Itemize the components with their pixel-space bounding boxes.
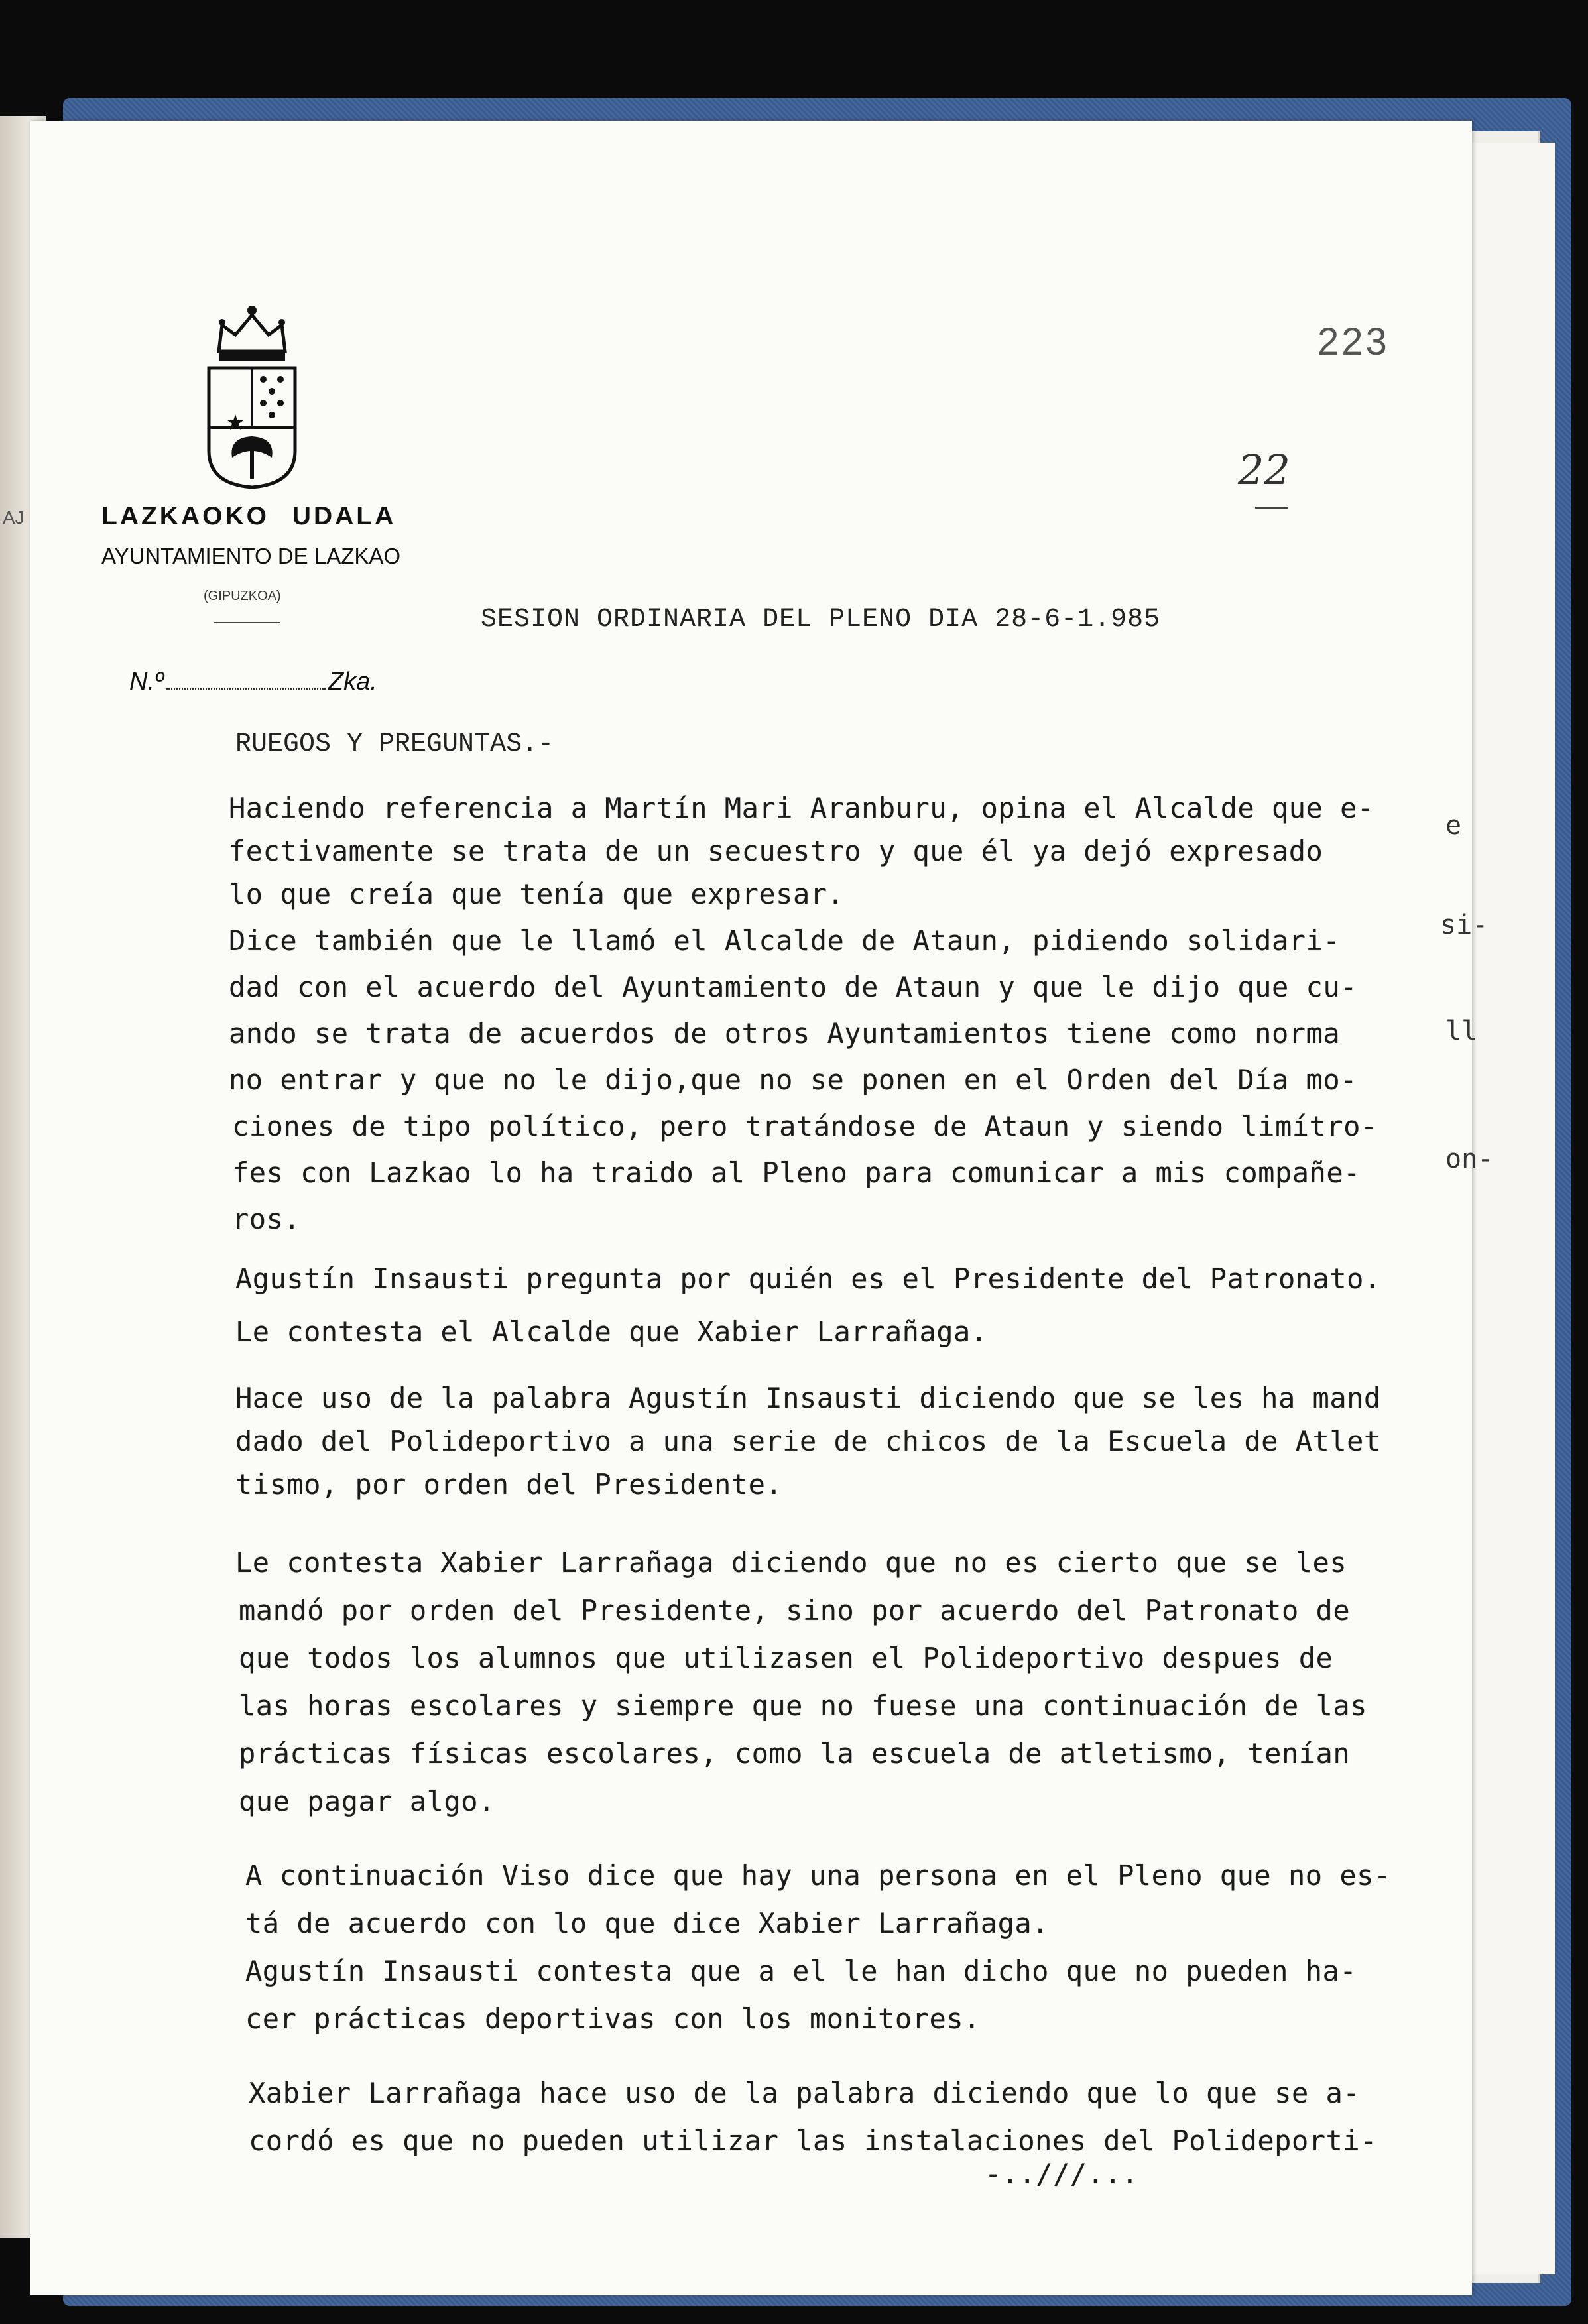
handwritten-underline xyxy=(1255,507,1288,509)
body-line: Agustín Insausti pregunta por quién es el Presidente del Patronato. xyxy=(235,1262,1381,1295)
body-line: ando se trata de acuerdos de otros Ayuntamientos tiene como norma xyxy=(229,1017,1341,1050)
margin-fragment: ll xyxy=(1445,1016,1478,1046)
body-line: ciones de tipo político, pero tratándose de Ataun y siendo limítro- xyxy=(232,1110,1378,1142)
dotted-line xyxy=(166,684,326,690)
body-line: tá de acuerdo con lo que dice Xabier Larrañaga. xyxy=(245,1907,1049,1939)
continuation-mark: -..///... xyxy=(985,2158,1139,2190)
margin-fragment: si- xyxy=(1440,910,1489,940)
org-province: (GIPUZKOA) xyxy=(204,589,281,603)
body-line: Le contesta el Alcalde que Xabier Larrañaga. xyxy=(235,1315,988,1348)
body-line: prácticas físicas escolares, como la escuela de atletismo, tenían xyxy=(239,1737,1351,1770)
margin-fragment: e xyxy=(1445,810,1462,841)
body-line: Hace uso de la palabra Agustín Insausti diciendo que se les ha mand xyxy=(235,1382,1381,1414)
body-line: dad con el acuerdo del Ayuntamiento de Ataun y que le dijo que cu- xyxy=(229,971,1357,1003)
section-heading: RUEGOS Y PREGUNTAS.- xyxy=(235,729,554,759)
body-line: fectivamente se trata de un secuestro y que él ya dejó expresado xyxy=(229,835,1323,867)
body-line: lo que creía que tenía que expresar. xyxy=(229,878,845,910)
body-line: ros. xyxy=(232,1203,301,1235)
body-line: no entrar y que no le dijo,que no se ponen en el Orden del Día mo- xyxy=(229,1064,1357,1096)
body-line: Haciendo referencia a Martín Mari Aranburu, opina el Alcalde que e- xyxy=(229,792,1374,824)
org-subtitle: AYUNTAMIENTO DE LAZKAO xyxy=(101,544,401,568)
left-page-fragment: AJ xyxy=(3,507,25,528)
number-prefix: N.º xyxy=(129,668,164,696)
body-line: Agustín Insausti contesta que a el le han dicho que no pueden ha- xyxy=(245,1955,1357,1987)
body-line: que todos los alumnos que utilizasen el Polideportivo despues de xyxy=(239,1642,1333,1674)
body-line: mandó por orden del Presidente, sino por acuerdo del Patronato de xyxy=(239,1594,1351,1626)
handwritten-number: 22 xyxy=(1238,446,1290,494)
document-title: SESION ORDINARIA DEL PLENO DIA 28-6-1.985 xyxy=(481,605,1161,635)
body-line: las horas escolares y siempre que no fuese una continuación de las xyxy=(239,1689,1367,1722)
org-name: LAZKAOKO UDALA xyxy=(101,502,397,530)
body-line: fes con Lazkao lo ha traido al Pleno para comunicar a mis compañe- xyxy=(232,1156,1361,1189)
coat-of-arms-icon xyxy=(202,298,302,491)
reference-number-field xyxy=(129,668,377,696)
margin-fragment: on- xyxy=(1445,1144,1494,1174)
body-line: tismo, por orden del Presidente. xyxy=(235,1468,783,1500)
body-line: Le contesta Xabier Larrañaga diciendo que no es cierto que se les xyxy=(235,1546,1347,1579)
page-number: 223 xyxy=(1317,320,1390,363)
body-line: A continuación Viso dice que hay una persona en el Pleno que no es- xyxy=(245,1859,1391,1892)
body-line: que pagar algo. xyxy=(239,1785,495,1817)
document-page xyxy=(30,121,1472,2295)
body-line: Dice también que le llamó el Alcalde de Ataun, pidiendo solidari- xyxy=(229,924,1341,957)
body-line: cordó es que no pueden utilizar las instalaciones del Polideporti- xyxy=(249,2124,1377,2157)
number-suffix: Zka. xyxy=(328,668,377,696)
body-line: cer prácticas deportivas con los monitores. xyxy=(245,2002,981,2035)
body-line: dado del Polideportivo a una serie de chicos de la Escuela de Atlet xyxy=(235,1425,1381,1457)
body-line: Xabier Larrañaga hace uso de la palabra diciendo que lo que se a- xyxy=(249,2077,1361,2109)
divider xyxy=(214,622,280,623)
